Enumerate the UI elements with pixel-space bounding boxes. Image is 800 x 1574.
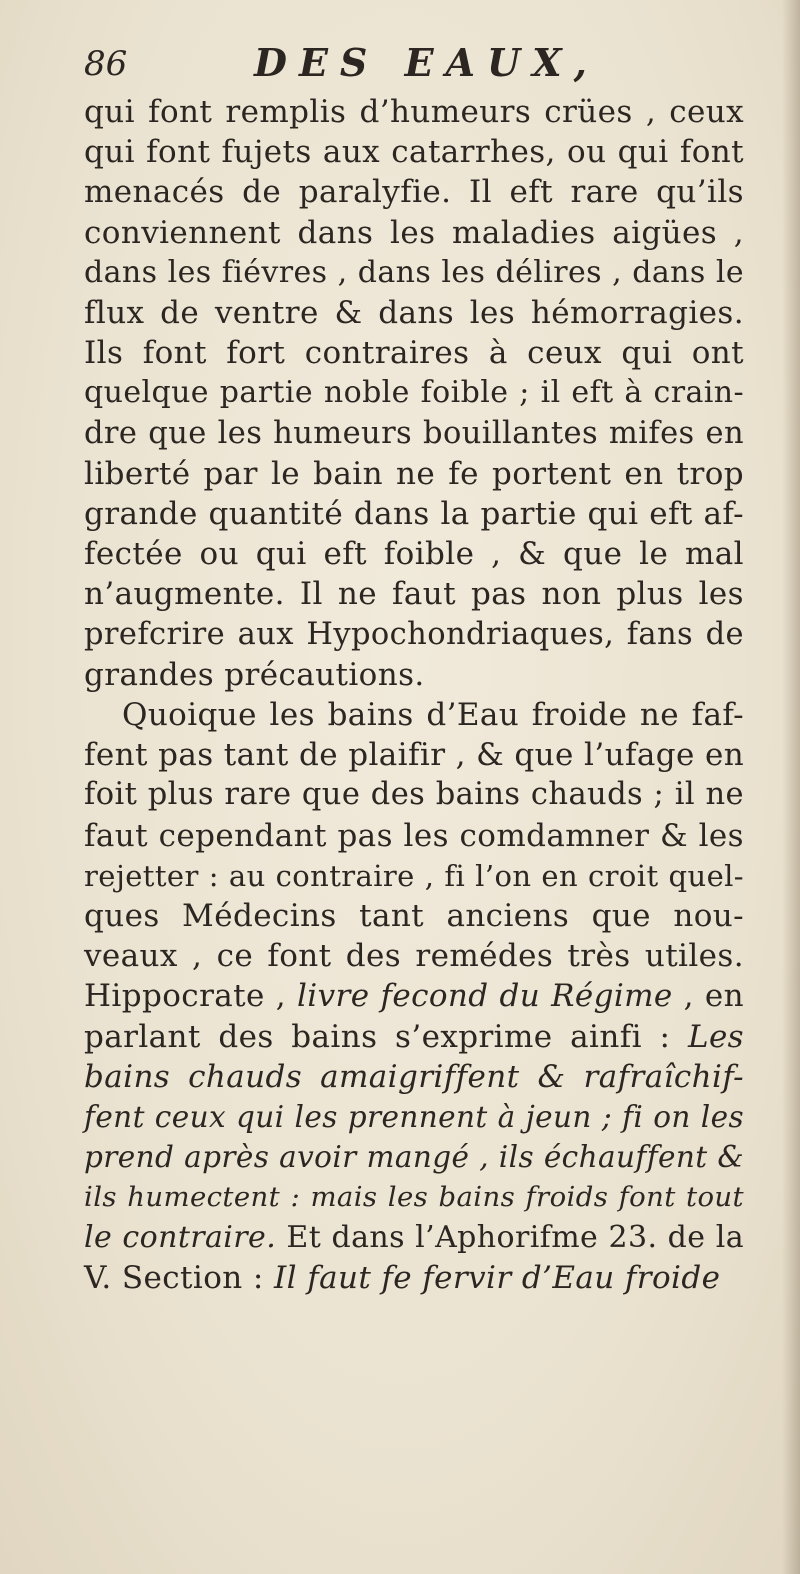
text-span: grande quantité dans la partie qui eft af- — [84, 496, 744, 533]
text-span: qui font fujets aux catarrhes, ou qui font — [84, 134, 744, 171]
running-head: DES EAUX, — [254, 40, 599, 85]
text-line — [84, 896, 744, 936]
text-span: prefcrire aux Hypochondriaques, fans de — [84, 616, 744, 652]
text-span: rejetter : au contraire , fi l’on en croit quel- — [84, 858, 744, 893]
text-line — [84, 1097, 744, 1137]
text-line — [84, 816, 744, 856]
text-span: dre que les humeurs bouillantes mifes en — [84, 415, 744, 451]
text-span: menacés de paralyfie. Il eft rare qu’ils — [84, 174, 744, 211]
text-span: Hippocrate , — [84, 978, 297, 1015]
text-line — [84, 293, 744, 333]
text-span: Et dans l’Aphorifme 23. de la — [276, 1219, 745, 1255]
text-span: liberté par le bain ne fe portent en trop — [84, 455, 744, 492]
text-line — [84, 574, 744, 614]
italic-text: le contraire. — [84, 1219, 277, 1255]
text-line — [84, 534, 744, 574]
text-span: ques Médecins tant anciens que nou- — [84, 898, 744, 935]
text-line — [84, 132, 744, 172]
text-span: n’augmente. Il ne faut pas non plus les — [84, 576, 744, 613]
text-line — [84, 695, 744, 735]
text-line — [84, 1017, 744, 1057]
text-span: flux de ventre & dans les hémorragies. — [84, 295, 744, 332]
text-line — [84, 454, 744, 494]
text-line — [84, 494, 744, 534]
text-span: veaux , ce font des remédes très utiles. — [84, 938, 744, 975]
text-span: qui font remplis d’humeurs crües , ceux — [84, 94, 744, 130]
text-line — [84, 253, 744, 293]
text-span: foit plus rare que des bains chauds ; il ne — [84, 777, 744, 813]
text-line — [84, 1218, 744, 1258]
text-line — [84, 936, 744, 976]
italic-text: livre fecond du Régime — [296, 978, 673, 1015]
text-span: faut cependant pas les comdamner & les — [84, 817, 744, 854]
text-line — [84, 373, 744, 413]
page-number: 86 — [84, 44, 128, 84]
text-span: V. Section : — [84, 1259, 274, 1296]
text-span: grandes précautions. — [84, 656, 425, 693]
text-line — [84, 615, 744, 655]
text-span: parlant des bains s’exprime ainfi : — [84, 1018, 688, 1055]
body-text — [84, 92, 744, 1298]
text-span: fent pas tant de plaifir , & que l’ufage en — [84, 737, 745, 774]
italic-text: Il faut fe fervir d’Eau froide — [273, 1259, 721, 1296]
text-span: Ils font fort contraires à ceux qui ont — [84, 335, 744, 372]
text-line — [84, 655, 744, 695]
text-line — [84, 976, 744, 1016]
text-line — [84, 333, 744, 373]
text-span: conviennent dans les maladies aigües , — [84, 214, 744, 251]
text-line — [84, 1057, 744, 1097]
italic-text: Les — [687, 1018, 744, 1055]
page-edge-shadow — [782, 0, 800, 1574]
text-line — [84, 92, 744, 132]
text-line — [84, 1177, 744, 1217]
text-line — [84, 414, 744, 454]
page-header — [84, 38, 724, 94]
text-span: quelque partie noble foible ; il eft à crain- — [84, 375, 744, 411]
italic-text: ils humectent : mais les bains froids font tout — [84, 1181, 744, 1214]
text-line — [84, 775, 744, 815]
italic-text: bains chauds amaigriffent & rafraîchif- — [84, 1058, 744, 1095]
italic-text: fent ceux qui les prennent à jeun ; fi on les — [84, 1100, 744, 1135]
text-line — [84, 1258, 744, 1298]
text-line — [84, 1137, 744, 1177]
text-line — [84, 735, 744, 775]
text-span: Quoique les bains d’Eau froide ne faf- — [122, 697, 744, 734]
text-span: , en — [672, 978, 745, 1015]
text-line — [84, 213, 744, 253]
italic-text: prend après avoir mangé , ils échauffent & — [84, 1140, 744, 1175]
text-line — [84, 856, 744, 896]
text-span: dans les fiévres , dans les délires , dans le — [84, 254, 744, 290]
text-span: fectée ou qui eft foible , & que le mal — [84, 536, 744, 573]
text-line — [84, 172, 744, 212]
